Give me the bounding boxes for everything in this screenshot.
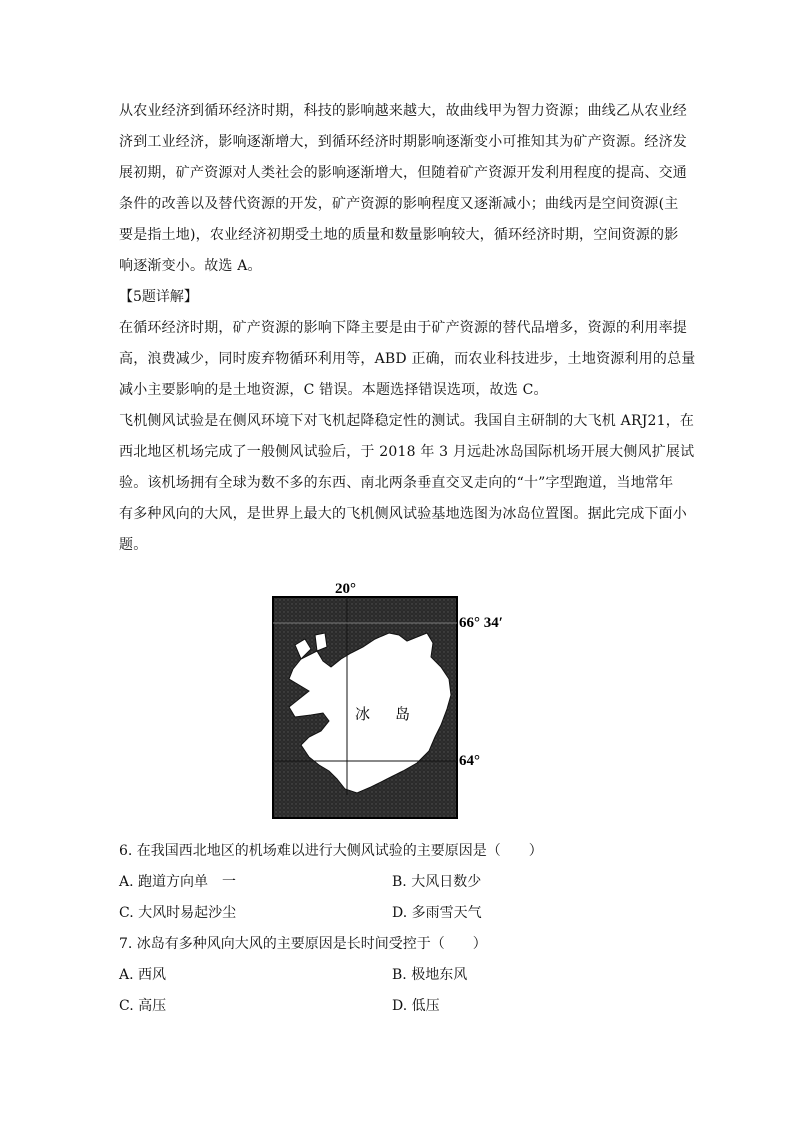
text-line: 响逐渐变小。故选 A。 xyxy=(119,258,262,274)
text-line: 条件的改善以及替代资源的开发，矿产资源的影响程度又逐渐减小；曲线丙是空间资源(主 xyxy=(119,196,679,212)
island-label-2: 岛 xyxy=(395,705,411,723)
text-line: 题。 xyxy=(119,537,148,553)
question-6-option-d: D. 多雨雪天气 xyxy=(392,905,482,921)
text-line: 济到工业经济，影响逐渐增大，到循环经济时期影响逐渐变小可推知其为矿产资源。经济发 xyxy=(119,134,687,150)
question-6-option-c: C. 大风时易起沙尘 xyxy=(119,905,237,921)
latitude-bottom-label: 64° xyxy=(459,753,480,769)
text-line: 展初期，矿产资源对人类社会的影响逐渐增大，但随着矿产资源开发利用程度的提高、交通 xyxy=(119,165,687,181)
text-line: 从农业经济到循环经济时期，科技的影响越来越大，故曲线甲为智力资源；曲线乙从农业经 xyxy=(119,103,687,119)
explanation-paragraph-5 xyxy=(119,313,696,406)
explanation-paragraph xyxy=(119,96,687,282)
text-line: 减小主要影响的是土地资源，C 错误。本题选择错误选项，故选 C。 xyxy=(119,382,548,398)
question-7-option-d: D. 低压 xyxy=(392,998,440,1014)
question-7-stem: 7. 冰岛有多种风向大风的主要原因是长时间受控于（ ） xyxy=(119,936,487,952)
question-6-option-b: B. 大风日数少 xyxy=(392,874,482,890)
section-heading: 【5题详解】 xyxy=(119,289,198,305)
text-line: 西北地区机场完成了一般侧风试验后，于 2018 年 3 月远赴冰岛国际机场开展大侧风扩展试 xyxy=(119,444,695,460)
question-7-option-a: A. 西风 xyxy=(119,967,167,983)
latitude-top-label: 66° 34′ xyxy=(459,615,503,631)
text-line: 飞机侧风试验是在侧风环境下对飞机起降稳定性的测试。我国自主研制的大飞机 ARJ21，在 xyxy=(119,413,695,429)
text-line: 在循环经济时期，矿产资源的影响下降主要是由于矿产资源的替代品增多，资源的利用率提 xyxy=(119,320,687,336)
text-line: 高，浪费减少，同时废弃物循环利用等，ABD 正确，而农业科技进步，土地资源利用的总量 xyxy=(119,351,696,367)
island-label-1: 冰 xyxy=(355,705,371,723)
text-line: 有多种风向的大风，是世界上最大的飞机侧风试验基地选图为冰岛位置图。据此完成下面小 xyxy=(119,506,687,522)
iceland-map xyxy=(271,575,511,820)
text-line: 验。该机场拥有全球为数不多的东西、南北两条垂直交叉走向的“十”字型跑道，当地常年 xyxy=(119,475,674,491)
text-line: 要是指土地)，农业经济初期受土地的质量和数量影响较大，循环经济时期，空间资源的影 xyxy=(119,227,679,243)
question-7-option-c: C. 高压 xyxy=(119,998,167,1014)
question-6-option-a: A. 跑道方向单 一 xyxy=(119,874,237,890)
longitude-label: 20° xyxy=(335,581,356,597)
material-paragraph xyxy=(119,406,695,561)
question-6-stem: 6. 在我国西北地区的机场难以进行大侧风试验的主要原因是（ ） xyxy=(119,843,543,859)
question-7-option-b: B. 极地东风 xyxy=(392,967,468,983)
